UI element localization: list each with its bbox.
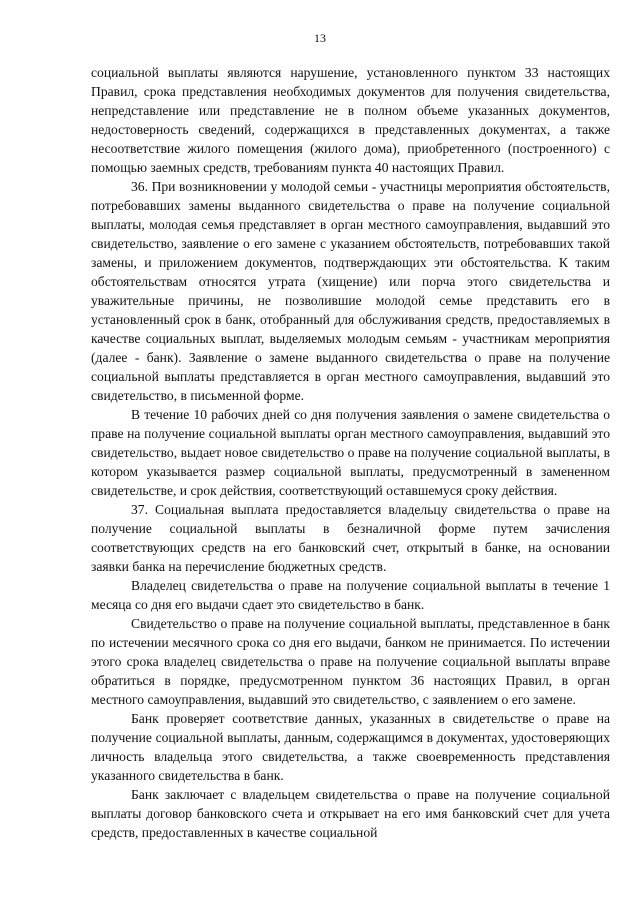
paragraph-clause-37: 37. Социальная выплата предоставляется владельцу свидетельства о праве на получение социальной выплаты в безналичной форме путем зачисления соответствующих средств на его банковский счет, открытый в банке, на основании заявки банка на перечисление бюджетных средств. <box>91 502 610 574</box>
paragraph-certificate-submission: Владелец свидетельства о праве на получение социальной выплаты в течение 1 месяца со дня его выдачи сдает это свидетельство в банк. <box>91 578 610 612</box>
paragraph-expired-certificate: Свидетельство о праве на получение социальной выплаты, представленное в банк по истечении месячного срока со дня его выдачи, банком не принимается. По истечении этого срока владелец свидетельства о праве на получение социальной выплаты вправе обратиться в порядке, предусмотренном пунктом 36 настоящих Правил, в орган местного самоуправления, выдавший это свидетельство, с заявлением о его замене. <box>91 616 610 707</box>
paragraph-bank-account: Банк заключает с владельцем свидетельства о праве на получение социальной выплаты договор банковского счета и открывает на его имя банковский счет для учета средств, предоставленных в качестве социальной <box>91 787 610 840</box>
page-number: 13 <box>314 31 326 45</box>
paragraph-continuation: социальной выплаты являются нарушение, установленного пунктом 33 настоящих Правил, срока представления необходимых документов для получения свидетельства, непредставление или представление не в полном объеме указанных документов, недостоверность сведений, содержащихся в представленных документах, а также несоответствие жилого помещения (жилого дома), приобретенного (построенного) с помощью заемных средств, требованиям пункта 40 настоящих Правил. <box>91 65 610 175</box>
paragraph-bank-verification: Банк проверяет соответствие данных, указанных в свидетельстве о праве на получение социальной выплаты, данным, содержащимся в документах, удостоверяющих личность владельца этого свидетельства, а также своевременность представления указанного свидетельства в банк. <box>91 711 610 783</box>
document-body <box>91 63 610 842</box>
paragraph-clause-36: 36. При возникновении у молодой семьи - участницы мероприятия обстоятельств, потребовавших замены выданного свидетельства о праве на получение социальной выплаты, молодая семья представляет в орган местного самоуправления, выдавший это свидетельство, заявление о его замене с указанием обстоятельств, потребовавших такой замены, и приложением документов, подтверждающих эти обстоятельства. К таким обстоятельствам относятся утрата (хищение) или порча этого свидетельства и уважительные причины, не позволившие молодой семье представить его в установленный срок в банк, отобранный для обслуживания средств, предоставляемых в качестве социальных выплат, выделяемых молодым семьям - участникам мероприятия (далее - банк). Заявление о замене выданного свидетельства о праве на получение социальной выплаты представляется в орган местного самоуправления, выдавший это свидетельство, в письменной форме. <box>91 179 610 403</box>
paragraph-replacement-term: В течение 10 рабочих дней со дня получения заявления о замене свидетельства о праве на получение социальной выплаты орган местного самоуправления, выдавший это свидетельство, выдает новое свидетельство о праве на получение социальной выплаты, в котором указывается размер социальной выплаты, предусмотренный в замененном свидетельстве, и срок действия, соответствующий оставшемуся сроку действия. <box>91 407 610 498</box>
